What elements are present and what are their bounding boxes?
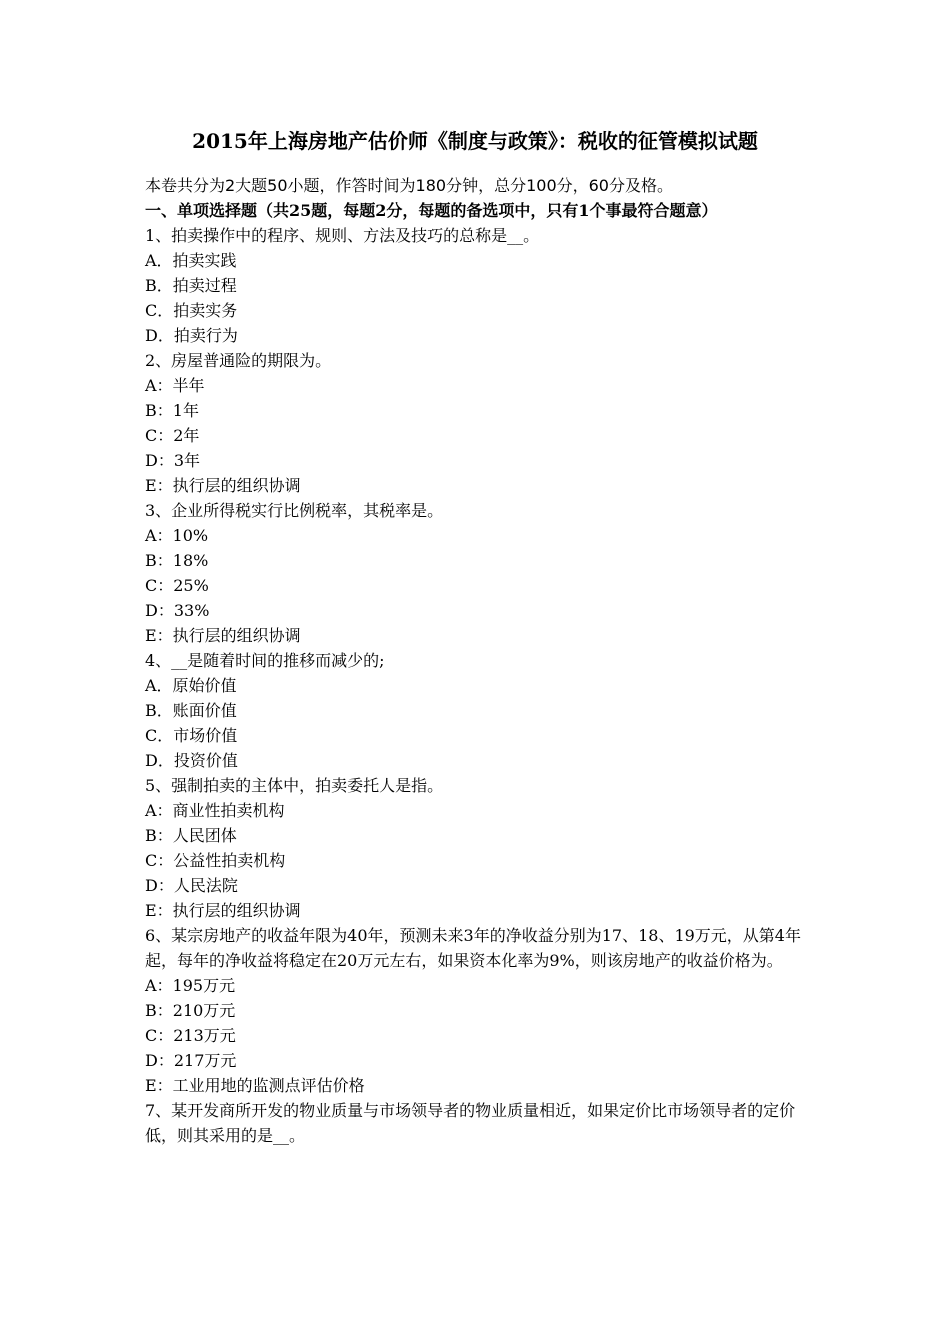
answer-option: D：3年 bbox=[145, 451, 201, 470]
answer-option: D：217万元 bbox=[145, 1051, 237, 1070]
answer-option: A：10% bbox=[145, 526, 209, 545]
exam-intro: 本卷共分为2大题50小题，作答时间为180分钟，总分100分，60分及格。 bbox=[145, 176, 673, 195]
answer-option: A．原始价值 bbox=[145, 676, 237, 695]
question-stem: 4、__是随着时间的推移而减少的; bbox=[145, 651, 385, 670]
question-item bbox=[145, 223, 810, 348]
question-item bbox=[145, 348, 810, 498]
answer-option: B：1年 bbox=[145, 401, 199, 420]
answer-option: E：执行层的组织协调 bbox=[145, 626, 301, 645]
answer-option: A：半年 bbox=[145, 376, 205, 395]
document-body bbox=[145, 173, 810, 1148]
answer-option: A：195万元 bbox=[145, 976, 236, 995]
question-stem: 2、房屋普通险的期限为。 bbox=[145, 351, 332, 370]
question-stem: 5、强制拍卖的主体中，拍卖委托人是指。 bbox=[145, 776, 444, 795]
answer-option: B：18% bbox=[145, 551, 209, 570]
answer-option: B．账面价值 bbox=[145, 701, 237, 720]
answer-option: E：工业用地的监测点评估价格 bbox=[145, 1076, 365, 1095]
answer-option: C．市场价值 bbox=[145, 726, 238, 745]
answer-option: D：人民法院 bbox=[145, 876, 238, 895]
question-item bbox=[145, 648, 810, 773]
answer-option: C．拍卖实务 bbox=[145, 301, 238, 320]
question-list bbox=[145, 223, 810, 1148]
answer-option: D．投资价值 bbox=[145, 751, 238, 770]
answer-option: B．拍卖过程 bbox=[145, 276, 237, 295]
question-stem: 1、拍卖操作中的程序、规则、方法及技巧的总称是__。 bbox=[145, 226, 540, 245]
answer-option: E：执行层的组织协调 bbox=[145, 901, 301, 920]
document-title: 2015年上海房地产估价师《制度与政策》：税收的征管模拟试题 bbox=[192, 129, 758, 153]
answer-option: C：2年 bbox=[145, 426, 200, 445]
answer-option: A．拍卖实践 bbox=[145, 251, 237, 270]
section-heading: 一、单项选择题（共25题，每题2分，每题的备选项中，只有1个事最符合题意） bbox=[145, 201, 718, 220]
question-item bbox=[145, 773, 810, 923]
question-item bbox=[145, 1098, 810, 1148]
answer-option: C：213万元 bbox=[145, 1026, 236, 1045]
answer-option: A：商业性拍卖机构 bbox=[145, 801, 285, 820]
answer-option: E：执行层的组织协调 bbox=[145, 476, 301, 495]
answer-option: D．拍卖行为 bbox=[145, 326, 238, 345]
question-stem: 7、某开发商所开发的物业质量与市场领导者的物业质量相近，如果定价比市场领导者的定价低，则其采用的是__。 bbox=[145, 1101, 796, 1145]
answer-option: B：210万元 bbox=[145, 1001, 236, 1020]
answer-option: C：25% bbox=[145, 576, 209, 595]
question-item bbox=[145, 498, 810, 648]
question-stem: 6、某宗房地产的收益年限为40年，预测未来3年的净收益分别为17、18、19万元，从第4年起，每年的净收益将稳定在20万元左右，如果资本化率为9%，则该房地产的收益价格为。 bbox=[145, 926, 801, 970]
answer-option: D：33% bbox=[145, 601, 210, 620]
question-item bbox=[145, 923, 810, 1098]
answer-option: B：人民团体 bbox=[145, 826, 237, 845]
question-stem: 3、企业所得税实行比例税率，其税率是。 bbox=[145, 501, 444, 520]
answer-option: C：公益性拍卖机构 bbox=[145, 851, 286, 870]
